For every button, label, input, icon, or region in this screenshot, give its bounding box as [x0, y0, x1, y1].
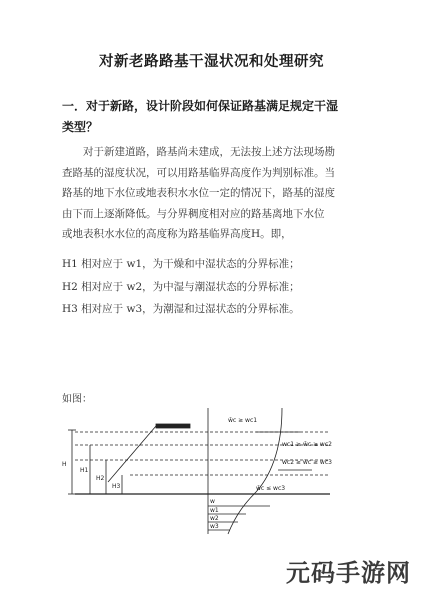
moisture-curve [228, 408, 282, 534]
body-paragraph [62, 142, 368, 245]
road-surface [156, 424, 190, 428]
label-zone-medium: wc1 ≥ w̄c ≥ wc2 [282, 441, 332, 448]
label-h3: H3 [112, 483, 121, 490]
paragraph-line: 或地表积水水位的高度称为路基临界高度H。即， [62, 228, 292, 241]
paragraph-line: 由下而上逐渐降低。与分界稠度相对应的路基离地下水位 [62, 207, 325, 220]
label-w: w [210, 498, 215, 505]
document-title: 对新老路路基干湿状况和处理研究 [99, 53, 324, 70]
label-w1: w1 [210, 507, 219, 514]
label-zone-wet: wc2 ≥ w̄c ≥ wc3 [282, 459, 332, 466]
label-h: H [62, 461, 67, 468]
label-w2: w2 [210, 515, 219, 522]
label-h2: H2 [96, 475, 105, 482]
figure-label: 如图： [62, 394, 92, 405]
label-zone-dry: w̄c ≥ wc1 [228, 417, 258, 424]
definition-h1: H1 相对应于 w1，为干燥和中湿状态的分界标准； [62, 258, 300, 270]
section-heading [62, 96, 372, 138]
label-w3: w3 [210, 523, 219, 530]
paragraph-line: 查路基的湿度状况，可以用路基临界高度作为判别标准。当 [62, 166, 335, 179]
embankment-slope [108, 426, 156, 482]
watermark-logo: 元码手游网 [286, 559, 411, 587]
paragraph-line: 对于新建道路，路基尚未建成，无法按上述方法现场勘 [83, 146, 335, 158]
section-heading-line-1: 一．对于新路，设计阶段如何保证路基满足规定干湿 [62, 99, 339, 113]
paragraph-line: 路基的地下水位或地表积水水位一定的情况下，路基的湿度 [62, 187, 335, 200]
definition-h3: H3 相对应于 w3，为潮湿和过湿状态的分界标准。 [62, 303, 300, 315]
label-zone-overwet: w̄c ≤ wc3 [256, 485, 286, 492]
section-heading-line-2: 类型？ [62, 120, 99, 134]
critical-height-diagram [60, 402, 340, 542]
label-h1: H1 [80, 467, 89, 474]
definition-h2: H2 相对应于 w2，为中湿与潮湿状态的分界标准； [62, 281, 300, 293]
